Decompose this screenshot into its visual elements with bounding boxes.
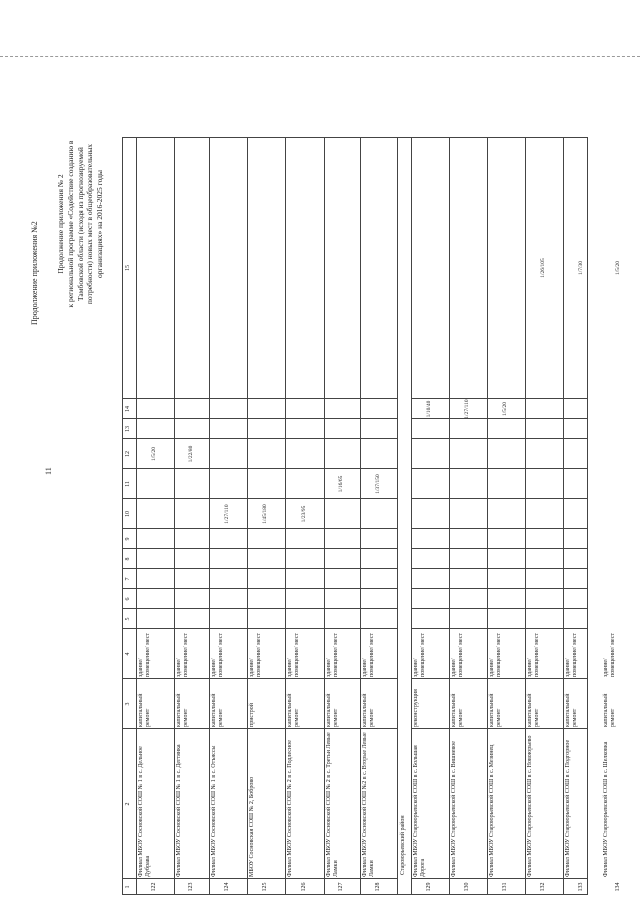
row-name: Филиал МБОУ Сосновской СОШ № 1 в с. Отъяссы [211, 745, 217, 877]
row-divider [174, 137, 175, 895]
row-unit: здание/ помещение/ мест [362, 633, 376, 677]
row-unit: здание/ помещение/ мест [565, 633, 579, 677]
row-value: 1/7/30 [578, 260, 584, 276]
row-number: 128 [374, 882, 381, 892]
column-number: 3 [125, 702, 131, 706]
column-divider [122, 678, 397, 679]
row-divider [563, 137, 564, 895]
column-number: 11 [125, 481, 131, 487]
row-number: 130 [464, 882, 470, 892]
column-number: 1 [125, 885, 131, 889]
row-name: Филиал МБОУ Сосновской СОШ № 1 в с. Дельное Дубрава [138, 746, 152, 877]
column-divider [411, 608, 588, 609]
row-divider [324, 137, 325, 895]
continuation-title: Продолжение приложения №2 [30, 221, 39, 325]
column-number: 4 [125, 652, 131, 656]
row-unit: здание/ помещение/ мест [326, 633, 340, 677]
header-line: организациях» на 2016-2025 годы [95, 170, 105, 278]
column-divider [411, 468, 588, 469]
column-number: 7 [125, 577, 131, 581]
row-divider [525, 137, 526, 895]
row-value: 1/45/180 [262, 504, 268, 524]
column-divider [411, 568, 588, 569]
row-value: 1/22/80 [187, 445, 194, 463]
header-line: потребности) новых мест в общеобразовательных [85, 143, 95, 305]
row-unit: здание/ помещение/ мест [176, 633, 190, 677]
row-number: 122 [151, 882, 157, 892]
column-divider [411, 588, 588, 589]
row-number: 133 [578, 882, 584, 892]
column-divider [411, 878, 588, 879]
column-divider [122, 468, 397, 469]
column-number: 9 [125, 537, 131, 541]
row-value: 1/27/110 [464, 399, 470, 419]
row-divider [247, 137, 248, 895]
row-divider [449, 137, 450, 895]
row-value: 1/27/110 [224, 504, 230, 524]
row-unit: здание/ помещение/ мест [451, 633, 465, 677]
column-number: 8 [125, 557, 131, 561]
column-number: 12 [125, 451, 131, 457]
column-divider [122, 528, 397, 529]
row-unit: здание/ помещение/ мест [413, 633, 427, 677]
row-work-type: пристрой [249, 703, 255, 727]
column-divider [411, 548, 588, 549]
column-divider [122, 498, 397, 499]
row-unit: здание/ помещение/ мест [287, 633, 301, 677]
header-line: Продолжение приложения № 2 [56, 174, 65, 274]
row-divider [136, 137, 137, 895]
row-value: 1/10/40 [426, 400, 432, 418]
column-divider [122, 438, 397, 439]
column-divider [122, 588, 397, 589]
row-work-type: капитальный ремонт [326, 693, 340, 727]
column-divider [411, 728, 588, 729]
column-divider [122, 418, 397, 419]
row-name: Филиал МБОУ Староюрьевской СОШ в с. Шелковка [603, 741, 609, 877]
row-unit: здание/ помещение/ мест [527, 633, 541, 677]
row-unit: здание/ помещение/ мест [249, 633, 263, 677]
column-number: 10 [125, 511, 131, 517]
row-unit: здание/ помещение/ мест [211, 633, 225, 677]
row-divider [285, 137, 286, 895]
row-value: 1/16/65 [338, 475, 344, 493]
row-name: Филиал МБОУ Староюрьевской СОШ в с. Новоюрьево [527, 735, 533, 877]
row-work-type: капитальный ремонт [527, 693, 541, 727]
row-name: Филиал МБОУ Староюрьевской СОШ в с. Большая Дорога [413, 745, 427, 877]
row-work-type: капитальный ремонт [603, 693, 617, 727]
row-value: 1/23/95 [300, 505, 307, 523]
row-work-type: капитальный ремонт [138, 693, 152, 727]
row-divider [360, 137, 361, 895]
page-number: 11 [44, 467, 53, 475]
column-divider [122, 608, 397, 609]
row-work-type: капитальный ремонт [489, 693, 503, 727]
column-number: 13 [125, 426, 131, 432]
column-divider [411, 418, 588, 419]
row-number: 129 [426, 882, 432, 892]
row-work-type: капитальный ремонт [176, 693, 190, 727]
row-name: Филиал МБОУ Сосновской СОШ №2 в с. Вторые Левые Ламки [362, 732, 376, 877]
column-number: 15 [125, 265, 131, 271]
header-line: Тамбовской области (исходя из прогнозируемой [75, 147, 85, 301]
column-divider [411, 528, 588, 529]
column-divider [411, 678, 588, 679]
row-number: 125 [262, 882, 268, 892]
row-value: 1/5/20 [151, 446, 157, 462]
column-divider [411, 628, 588, 629]
column-number: 2 [125, 802, 131, 806]
row-work-type: капитальный ремонт [211, 693, 225, 727]
row-value: 1/37/150 [374, 474, 381, 494]
column-divider [122, 398, 397, 399]
column-number: 14 [125, 406, 131, 412]
row-value: 1/5/20 [502, 401, 508, 417]
row-number: 127 [338, 882, 344, 892]
data-table [122, 137, 621, 895]
row-name: Филиал МБОУ Староюрьевской СОШ в с. Вишневое [451, 741, 457, 877]
row-divider [487, 137, 488, 895]
row-unit: здание/ помещение/ мест [489, 633, 503, 677]
row-number: 132 [540, 882, 546, 892]
column-divider [122, 628, 397, 629]
row-number: 131 [502, 882, 508, 892]
row-number: 123 [187, 882, 194, 892]
row-work-type: капитальный ремонт [565, 693, 579, 727]
row-work-type: капитальный ремонт [451, 693, 465, 727]
row-unit: здание/ помещение/ мест [138, 633, 152, 677]
column-number: 5 [125, 617, 131, 621]
table-border [122, 137, 588, 895]
column-divider [122, 568, 397, 569]
row-number: 124 [224, 882, 230, 892]
row-value: 1/5/20 [615, 260, 621, 276]
row-name: Филиал МБОУ Сосновской СОШ № 2 в с. Третьи Левые Ламки [326, 732, 340, 877]
row-work-type: капитальный ремонт [287, 693, 301, 727]
appendix-header [56, 89, 105, 359]
section-title: Староюрьевский район [400, 815, 406, 875]
row-number: 126 [300, 882, 307, 892]
row-divider [411, 137, 412, 895]
column-divider [122, 548, 397, 549]
column-divider [411, 398, 588, 399]
row-number: 134 [615, 882, 621, 892]
row-divider [209, 137, 210, 895]
row-name: Филиал МБОУ Сосновской СОШ № 2 в с. Подлесное [287, 740, 293, 877]
row-work-type: капитальный ремонт [362, 693, 376, 727]
column-divider [411, 498, 588, 499]
row-name: Филиал МБОУ Сосновской СОШ № 1 в с. Дегтянка [176, 744, 182, 877]
row-name: Филиал МБОУ Староюрьевской СОШ в с. Подгорное [565, 739, 571, 877]
column-divider [411, 438, 588, 439]
row-divider [397, 137, 398, 895]
row-name: МБОУ Сосновская СОШ № 2, Боброво [249, 776, 255, 877]
row-name: Филиал МБОУ Староюрьевской СОШ в с. Мезинец [489, 744, 495, 877]
column-number: 6 [125, 597, 131, 601]
column-divider [122, 878, 397, 879]
row-work-type: реконструкция [413, 689, 419, 727]
row-unit: здание/ помещение/ мест [603, 633, 617, 677]
column-divider [122, 728, 397, 729]
row-value: 1/26/105 [540, 258, 546, 278]
header-line: к региональной программе «Содействие созданию в [65, 140, 75, 308]
